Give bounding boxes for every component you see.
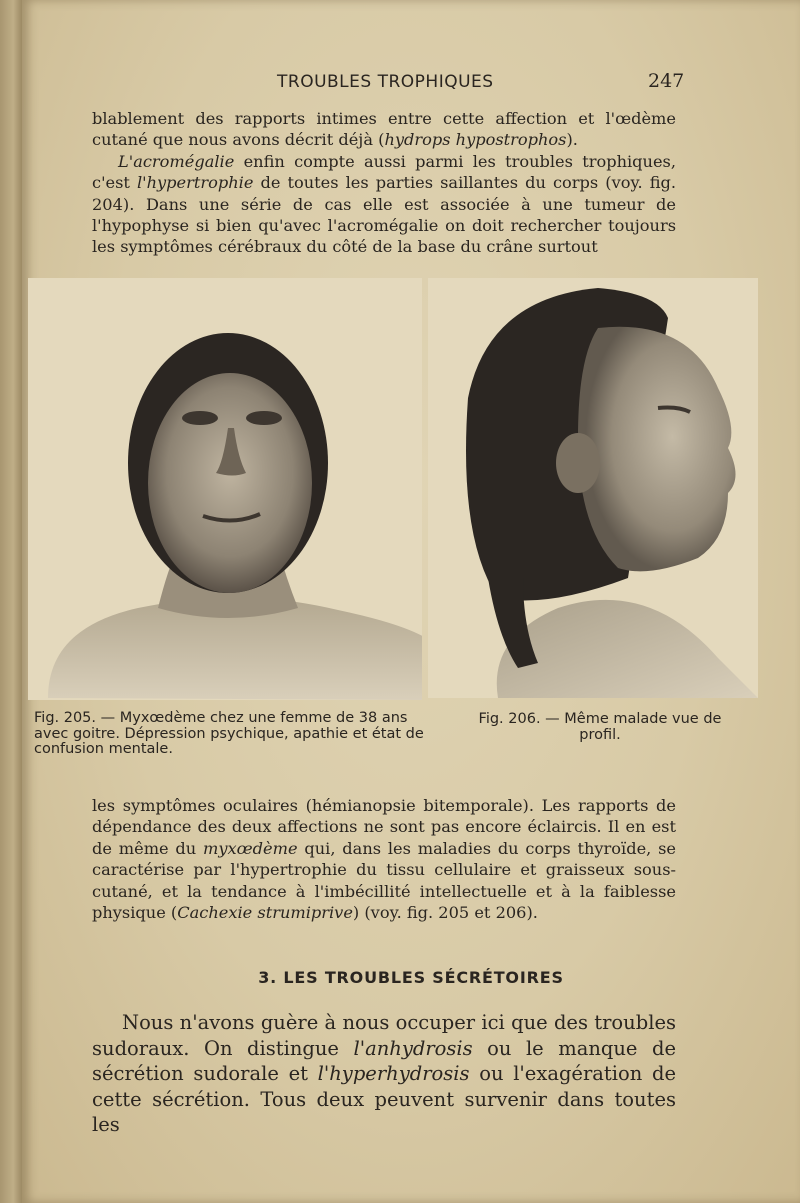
figure-205-caption: Fig. 205. — Myxœdème chez une femme de 38 ans avec goitre. Dépression psychique, apathie et état de confusion mentale. xyxy=(34,710,424,757)
running-title: TROUBLES TROPHIQUES xyxy=(277,72,494,92)
paragraph-secretory: Nous n'avons guère à nous occuper ici que des troubles sudoraux. On distingue l'anhydrosis ou le manque de sécrétion sudorale et l'hyperhydrosis ou l'exagération de cette sécrétion. Tous deux peuvent survenir dans toutes les xyxy=(92,1011,676,1136)
figure-206-caption: Fig. 206. — Même malade vue de profil. xyxy=(478,711,722,743)
figure-205-photo-front xyxy=(28,278,422,700)
paragraph-acromegaly: blablement des rapports intimes entre cette affection et l'œdème cutané que nous avons décrit déjà (hydrops hypostrophos). L'acromégalie enfin compte aussi parmi les troubles trophiques, c'est l'hypertrophie de toutes les parties saillantes du corps (voy. fig. 204). Dans une série de cas elle est associée à une tumeur de l'hypophyse si bien qu'avec l'acromégalie on doit rechercher toujours les symptômes cérébraux du côté de la base du crâne surtout xyxy=(92,109,676,257)
book-spine xyxy=(0,0,22,1203)
page-number: 247 xyxy=(648,70,685,92)
book-page xyxy=(22,0,800,1203)
page-header xyxy=(22,72,800,98)
portrait-profile-image xyxy=(428,278,758,698)
section-heading: 3. LES TROUBLES SÉCRÉTOIRES xyxy=(258,968,564,987)
figure-206-photo-profile xyxy=(428,278,758,698)
paragraph-myxedema: les symptômes oculaires (hémianopsie bitemporale). Les rapports de dépendance des deux affections ne sont pas encore éclaircis. Il en est de même du myxœdème qui, dans les maladies du corps thyroïde, se caractérise par l'hypertrophie du tissu cellulaire et graisseux sous-cutané, et la tendance à l'imbécillité intellectuelle et à la faiblesse physique (Cachexie strumiprive) (voy. fig. 205 et 206). xyxy=(92,796,676,923)
portrait-front-image xyxy=(28,278,422,700)
